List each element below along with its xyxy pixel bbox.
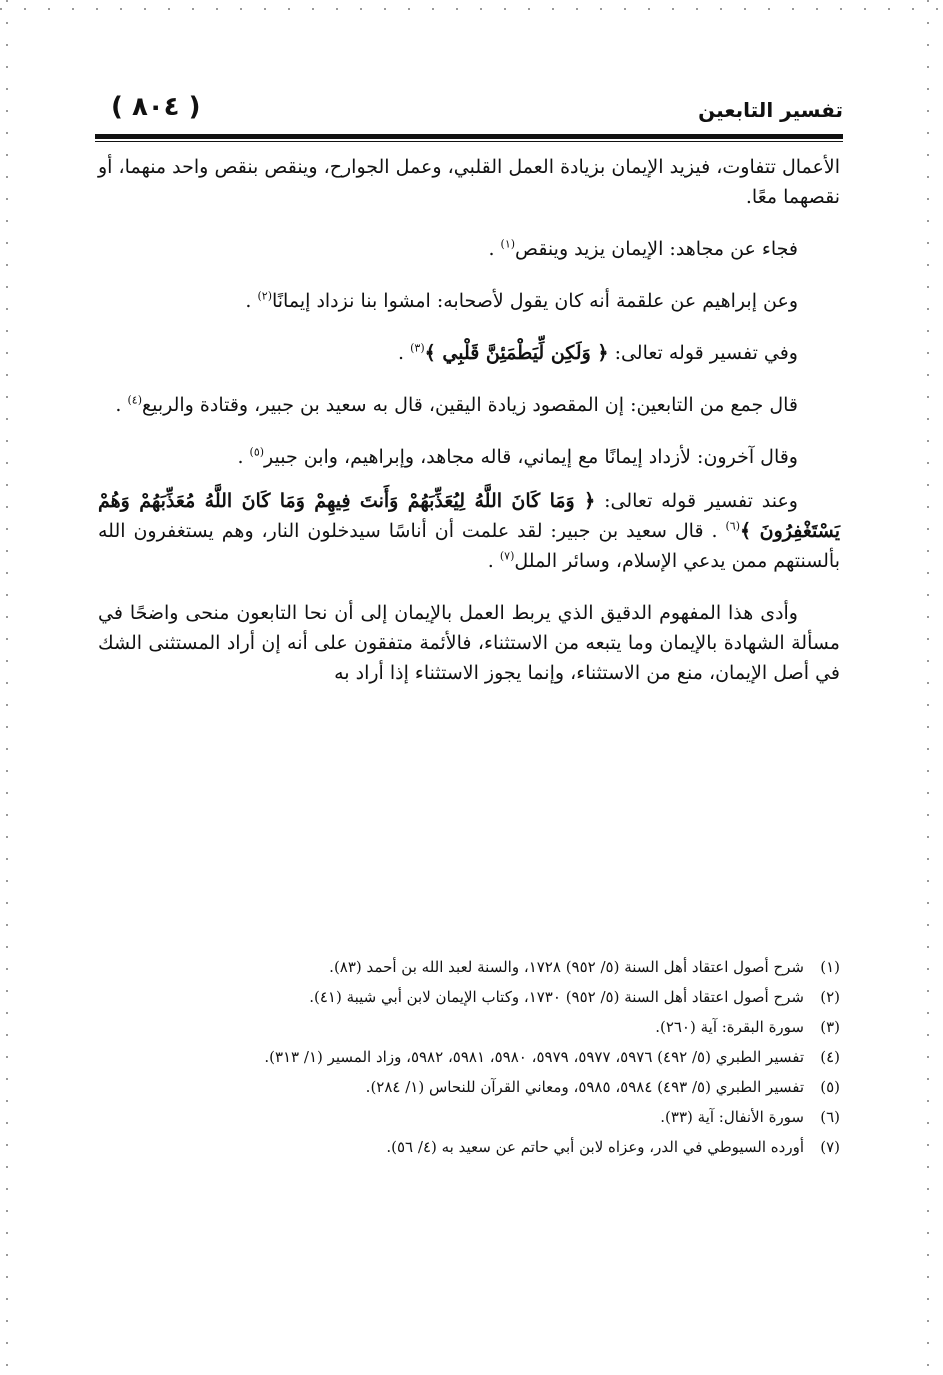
footnote-number: (٣) [820, 1018, 840, 1036]
footnote-text: شرح أصول اعتقاد أهل السنة (٥/ ٩٥٢) ١٧٢٨، والسنة لعبد الله بن أحمد (٨٣). [329, 958, 804, 976]
footnote-number: (٤) [820, 1048, 840, 1066]
footnote-ref-5[interactable]: (٥) [249, 445, 265, 459]
footnote-text: تفسير الطبري (٥/ ٤٩٢) ٥٩٧٦، ٥٩٧٧، ٥٩٧٩، ٥٩٨٠، ٥٩٨١، ٥٩٨٢، وزاد المسير (١/ ٣١٣). [264, 1048, 804, 1066]
paragraph-3-text: وعن إبراهيم عن علقمة أنه كان يقول لأصحابه: امشوا بنا نزداد إيمانًا [271, 290, 798, 312]
footnote-number: (٥) [820, 1078, 840, 1096]
footnote-4 [98, 1045, 840, 1069]
footnote-number: (٧) [820, 1138, 840, 1156]
dotted-margin-right [927, 0, 929, 1375]
page-number: ( ٨٠٤ ) [111, 92, 201, 122]
header-rule-thin [95, 141, 843, 142]
book-title: تفسير التابعين [698, 98, 843, 122]
page-header [95, 92, 843, 132]
footnote-text: أورده السيوطي في الدر، وعزاه لابن أبي حاتم عن سعيد به (٤/ ٥٦). [386, 1138, 804, 1156]
paragraph-7-continued: . قال سعيد بن جبير: لقد علمت أن أناسًا سيدخلون النار، وهم يستغفرون الله بألسنتهم ممن يدعي الإسلام، وسائر الملل [98, 520, 840, 572]
paragraph-8: وأدى هذا المفهوم الدقيق الذي يربط العمل بالإيمان إلى أن نحا التابعون منحى واضحًا في مسألة الشهادة بالإيمان وما يتبعه من الاستثناء، فالأئمة متفقون على أنه إن أراد المستثنى الشك في أصل الإيمان، منع من الاستثناء، وإنما يجوز الاستثناء إذا أراد به [98, 602, 840, 684]
paragraph-6-end: . [237, 446, 244, 468]
paragraph-6-text: وقال آخرون: لأزداد إيمانًا مع إيماني، قاله مجاهد، وإبراهيم، وابن جبير [264, 446, 798, 468]
footnote-ref-1[interactable]: (١) [500, 237, 516, 251]
paragraph-5 [98, 390, 840, 420]
quran-verse-1: ﴿ وَلَكِن لِّيَطْمَئِنَّ قَلْبِي ﴾ [424, 342, 609, 364]
footnote-number: (٢) [820, 988, 840, 1006]
footnote-3 [98, 1015, 840, 1039]
footnote-ref-7[interactable]: (٧) [499, 549, 515, 563]
footnote-1 [98, 955, 840, 979]
paragraph-3-end: . [245, 290, 252, 312]
paragraph-7 [98, 486, 840, 576]
quran-verse-2: ﴿ وَمَا كَانَ اللَّهُ لِيُعَذِّبَهُمْ وَأَنتَ فِيهِمْ وَمَا كَانَ اللَّهُ مُعَذِّبَهُمْ وَهُمْ يَسْتَغْفِرُونَ ﴾ [98, 490, 840, 542]
paragraph-4-text: وفي تفسير قوله تعالى: [614, 342, 798, 364]
footnote-6 [98, 1105, 840, 1129]
footnote-ref-3[interactable]: (٣) [410, 341, 425, 355]
paragraph-6 [98, 442, 840, 472]
paragraph-2-end: . [488, 238, 495, 260]
paragraph-7-text: وعند تفسير قوله تعالى: [604, 490, 798, 512]
paragraph-2-text: فجاء عن مجاهد: الإيمان يزيد وينقص [515, 238, 798, 260]
footnote-text: سورة البقرة: آية (٢٦٠). [655, 1018, 804, 1036]
dotted-margin-top [0, 8, 943, 10]
paragraph-7-end: . [487, 550, 494, 572]
footnote-2 [98, 985, 840, 1009]
paragraph-5-end: . [115, 394, 122, 416]
footnote-text: سورة الأنفال: آية (٣٣). [660, 1108, 804, 1126]
main-text [98, 152, 840, 688]
header-rule-thick [95, 134, 843, 139]
footnote-number: (٦) [820, 1108, 840, 1126]
paragraph-4-end: . [398, 342, 405, 364]
footnote-text: تفسير الطبري (٥/ ٤٩٣) ٥٩٨٤، ٥٩٨٥، ومعاني القرآن للنحاس (١/ ٢٨٤). [365, 1078, 804, 1096]
paragraph-5-text: قال جمع من التابعين: إن المقصود زيادة اليقين، قال به سعيد بن جبير، وقتادة والربيع [142, 394, 798, 416]
footnote-ref-4[interactable]: (٤) [127, 393, 142, 407]
footnote-ref-6[interactable]: (٦) [725, 519, 740, 533]
footnote-7 [98, 1135, 840, 1159]
footnote-5 [98, 1075, 840, 1099]
footnote-text: شرح أصول اعتقاد أهل السنة (٥/ ٩٥٢) ١٧٣٠، وكتاب الإيمان لابن أبي شيبة (٤١). [309, 988, 804, 1006]
dotted-margin-left [6, 0, 8, 1375]
footnotes [98, 955, 840, 1165]
footnote-ref-2[interactable]: (٢) [257, 289, 272, 303]
paragraph-4 [98, 338, 840, 368]
paragraph-3 [98, 286, 840, 316]
footnote-number: (١) [820, 958, 840, 976]
paragraph-1: الأعمال تتفاوت، فيزيد الإيمان بزيادة العمل القلبي، وعمل الجوارح، وينقص بنقص واحد منهما، أو نقصهما معًا. [98, 156, 840, 208]
paragraph-2 [98, 234, 840, 264]
